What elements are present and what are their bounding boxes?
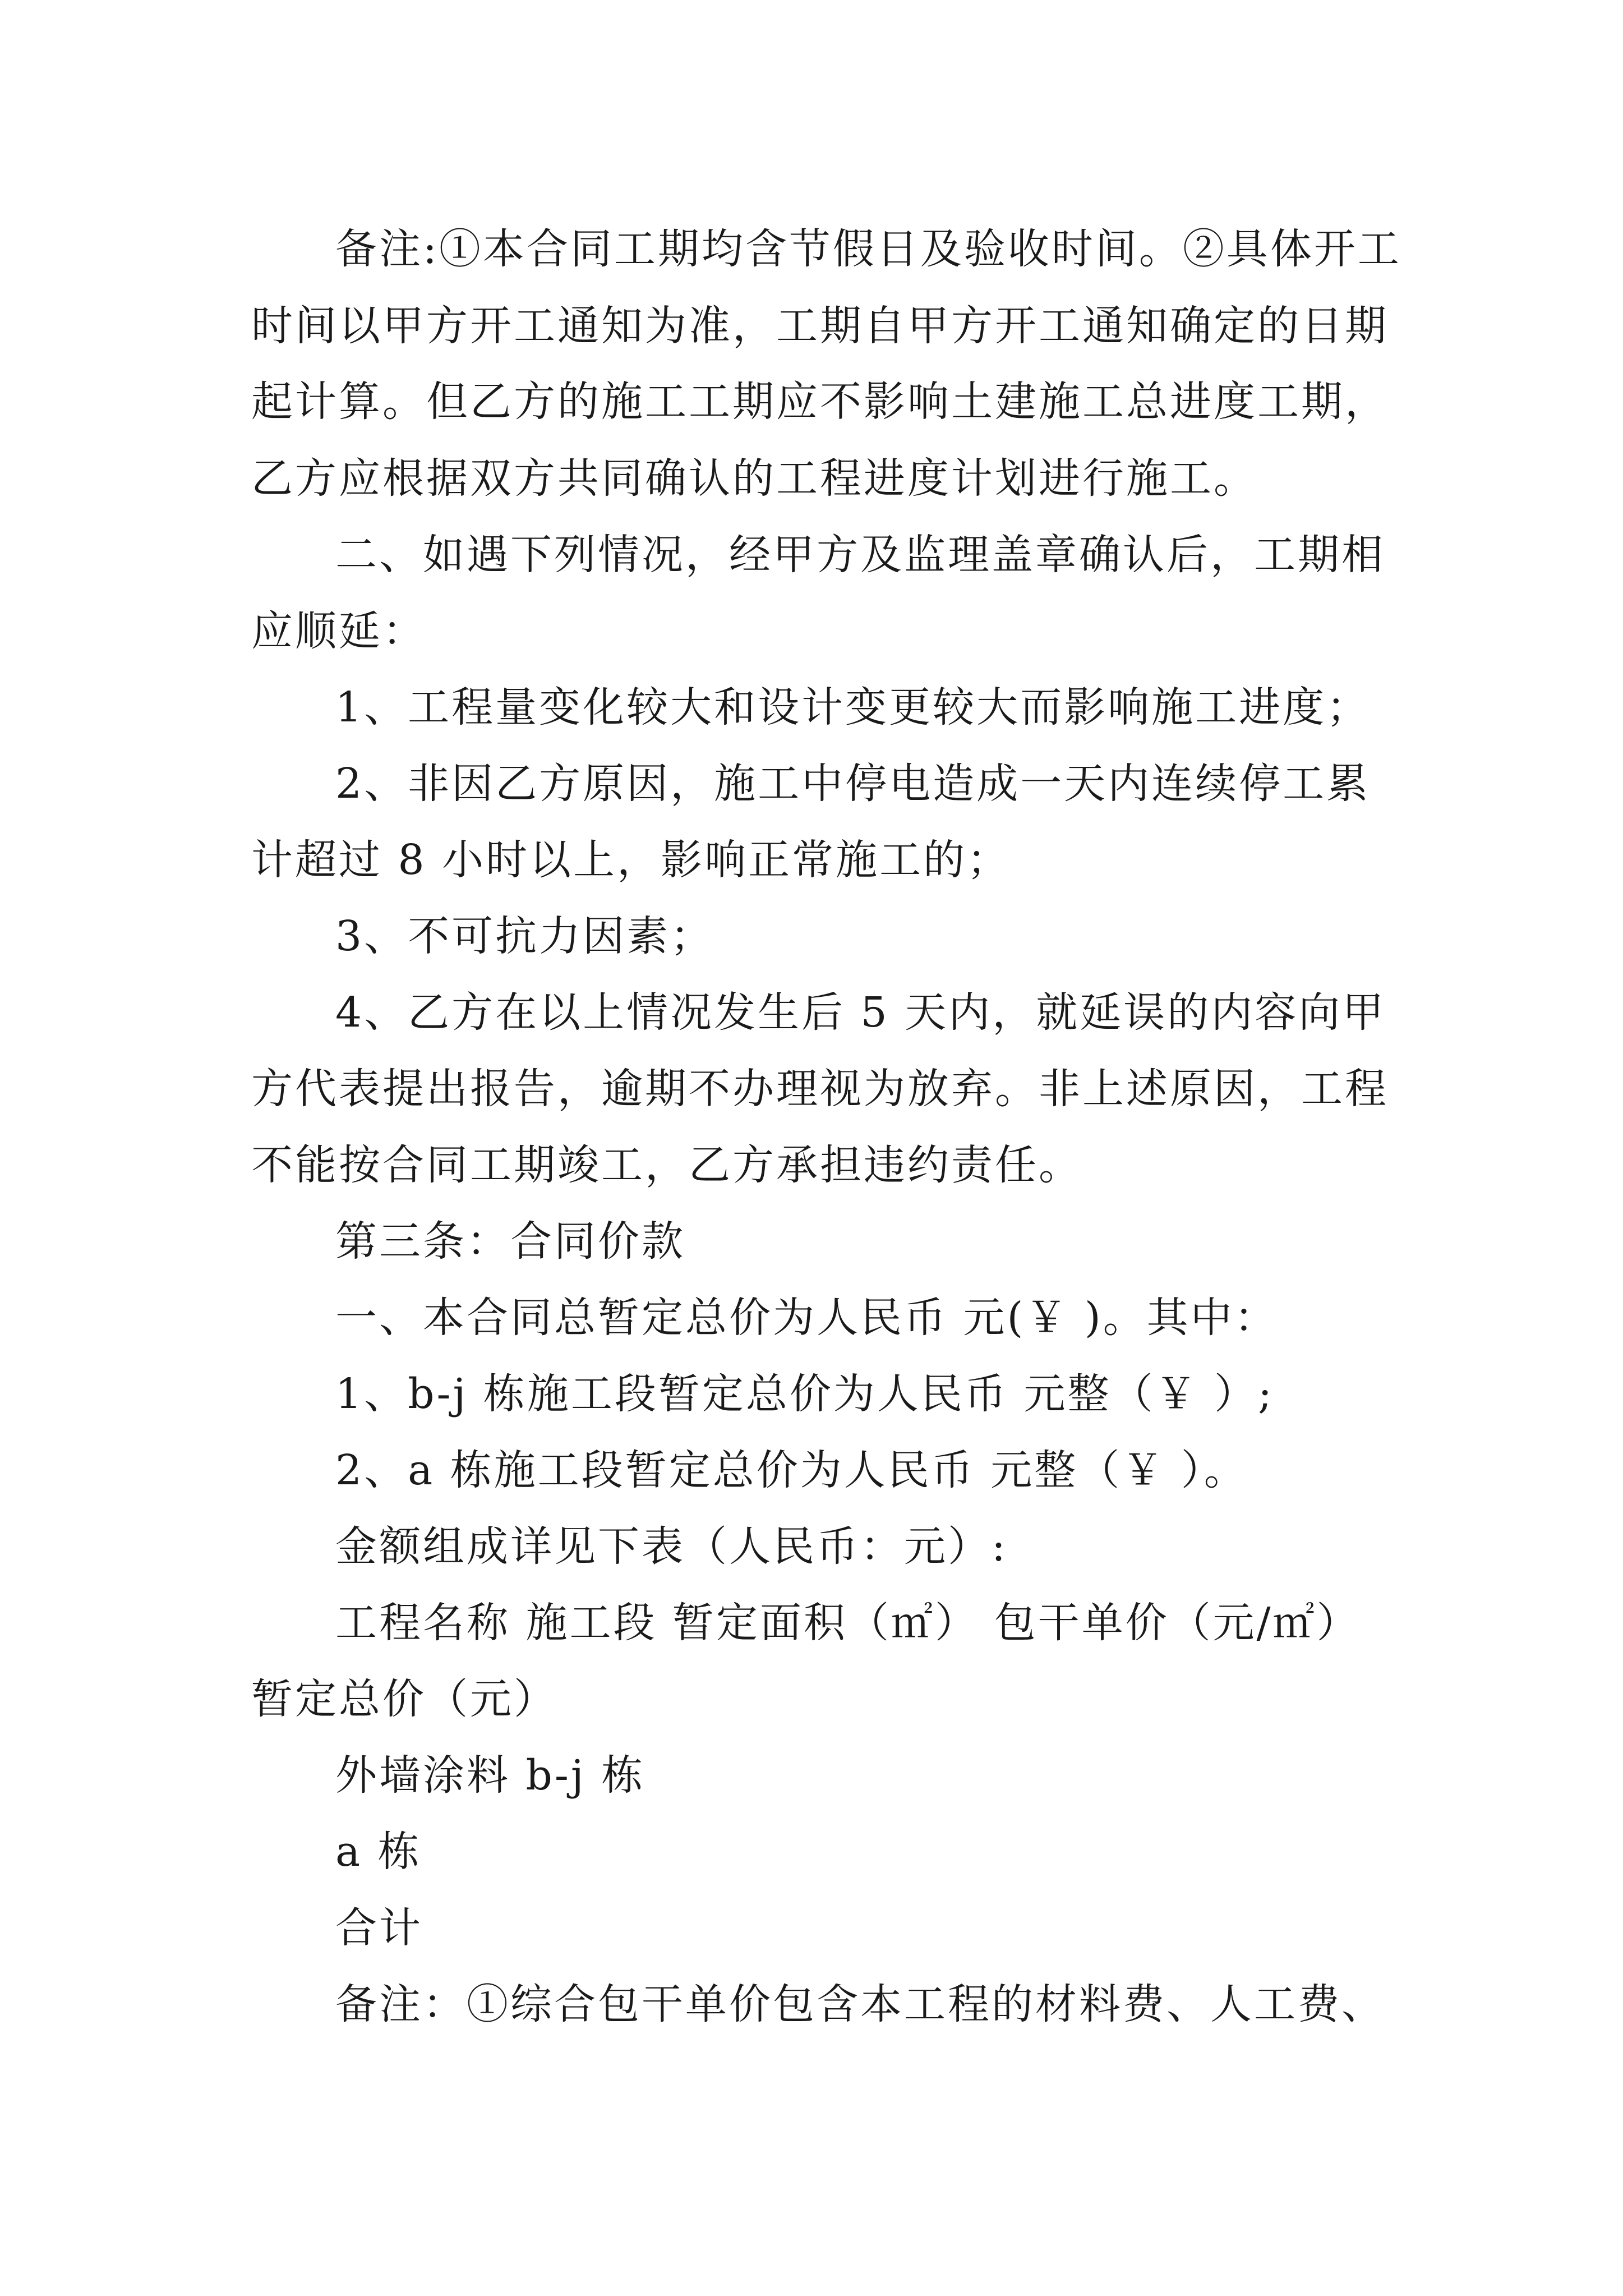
article-3-heading: 第三条：合同价款 (335, 1217, 685, 1266)
price-total-line: 一、本合同总暂定总价为人民币 元(￥ )。其中： (335, 1294, 1278, 1342)
note-schedule-line-1: 备注:①本合同工期均含节假日及验收时间。②具体开工 (335, 225, 1401, 273)
clause-2-intro-line-2: 应顺延： (251, 607, 426, 655)
table-header-line-1: 工程名称 施工段 暂定面积（㎡） 包干单价（元/㎡） (335, 1599, 1361, 1647)
item-4-line-1: 4、乙方在以上情况发生后 5 天内，就延误的内容向甲 (335, 988, 1386, 1037)
price-bj-line: 1、b-j 栋施工段暂定总价为人民币 元整（￥ ）; (335, 1370, 1274, 1418)
row-exterior-coating: 外墙涂料 b-j 栋 (335, 1751, 645, 1800)
price-a-line: 2、a 栋施工段暂定总价为人民币 元整（￥ ）。 (335, 1446, 1248, 1494)
item-4-line-3: 不能按合同工期竣工，乙方承担违约责任。 (251, 1141, 1082, 1189)
amount-intro-line: 金额组成详见下表（人民币：元）: (335, 1522, 1008, 1571)
table-header-line-2: 暂定总价（元） (251, 1675, 557, 1723)
note-schedule-line-2: 时间以甲方开工通知为准，工期自甲方开工通知确定的日期 (251, 302, 1389, 350)
item-4-line-2: 方代表提出报告，逾期不办理视为放弃。非上述原因，工程 (251, 1065, 1389, 1113)
item-1-line-1: 1、工程量变化较大和设计变更较大而影响施工进度； (335, 683, 1371, 731)
note-schedule-line-3: 起计算。但乙方的施工工期应不影响土建施工总进度工期， (251, 378, 1389, 426)
item-2-line-1: 2、非因乙方原因，施工中停电造成一天内连续停工累 (335, 760, 1371, 808)
item-3-line-1: 3、不可抗力因素； (335, 912, 714, 960)
item-2-line-2: 计超过 8 小时以上，影响正常施工的； (251, 836, 1011, 884)
note-schedule-line-4: 乙方应根据双方共同确认的工程进度计划进行施工。 (251, 454, 1257, 503)
clause-2-intro-line-1: 二、如遇下列情况，经甲方及监理盖章确认后，工期相 (335, 531, 1385, 579)
row-a: a 栋 (335, 1828, 422, 1876)
row-total: 合计 (335, 1904, 423, 1952)
note-price-line-1: 备注：①综合包干单价包含本工程的材料费、人工费、 (335, 1980, 1385, 2028)
